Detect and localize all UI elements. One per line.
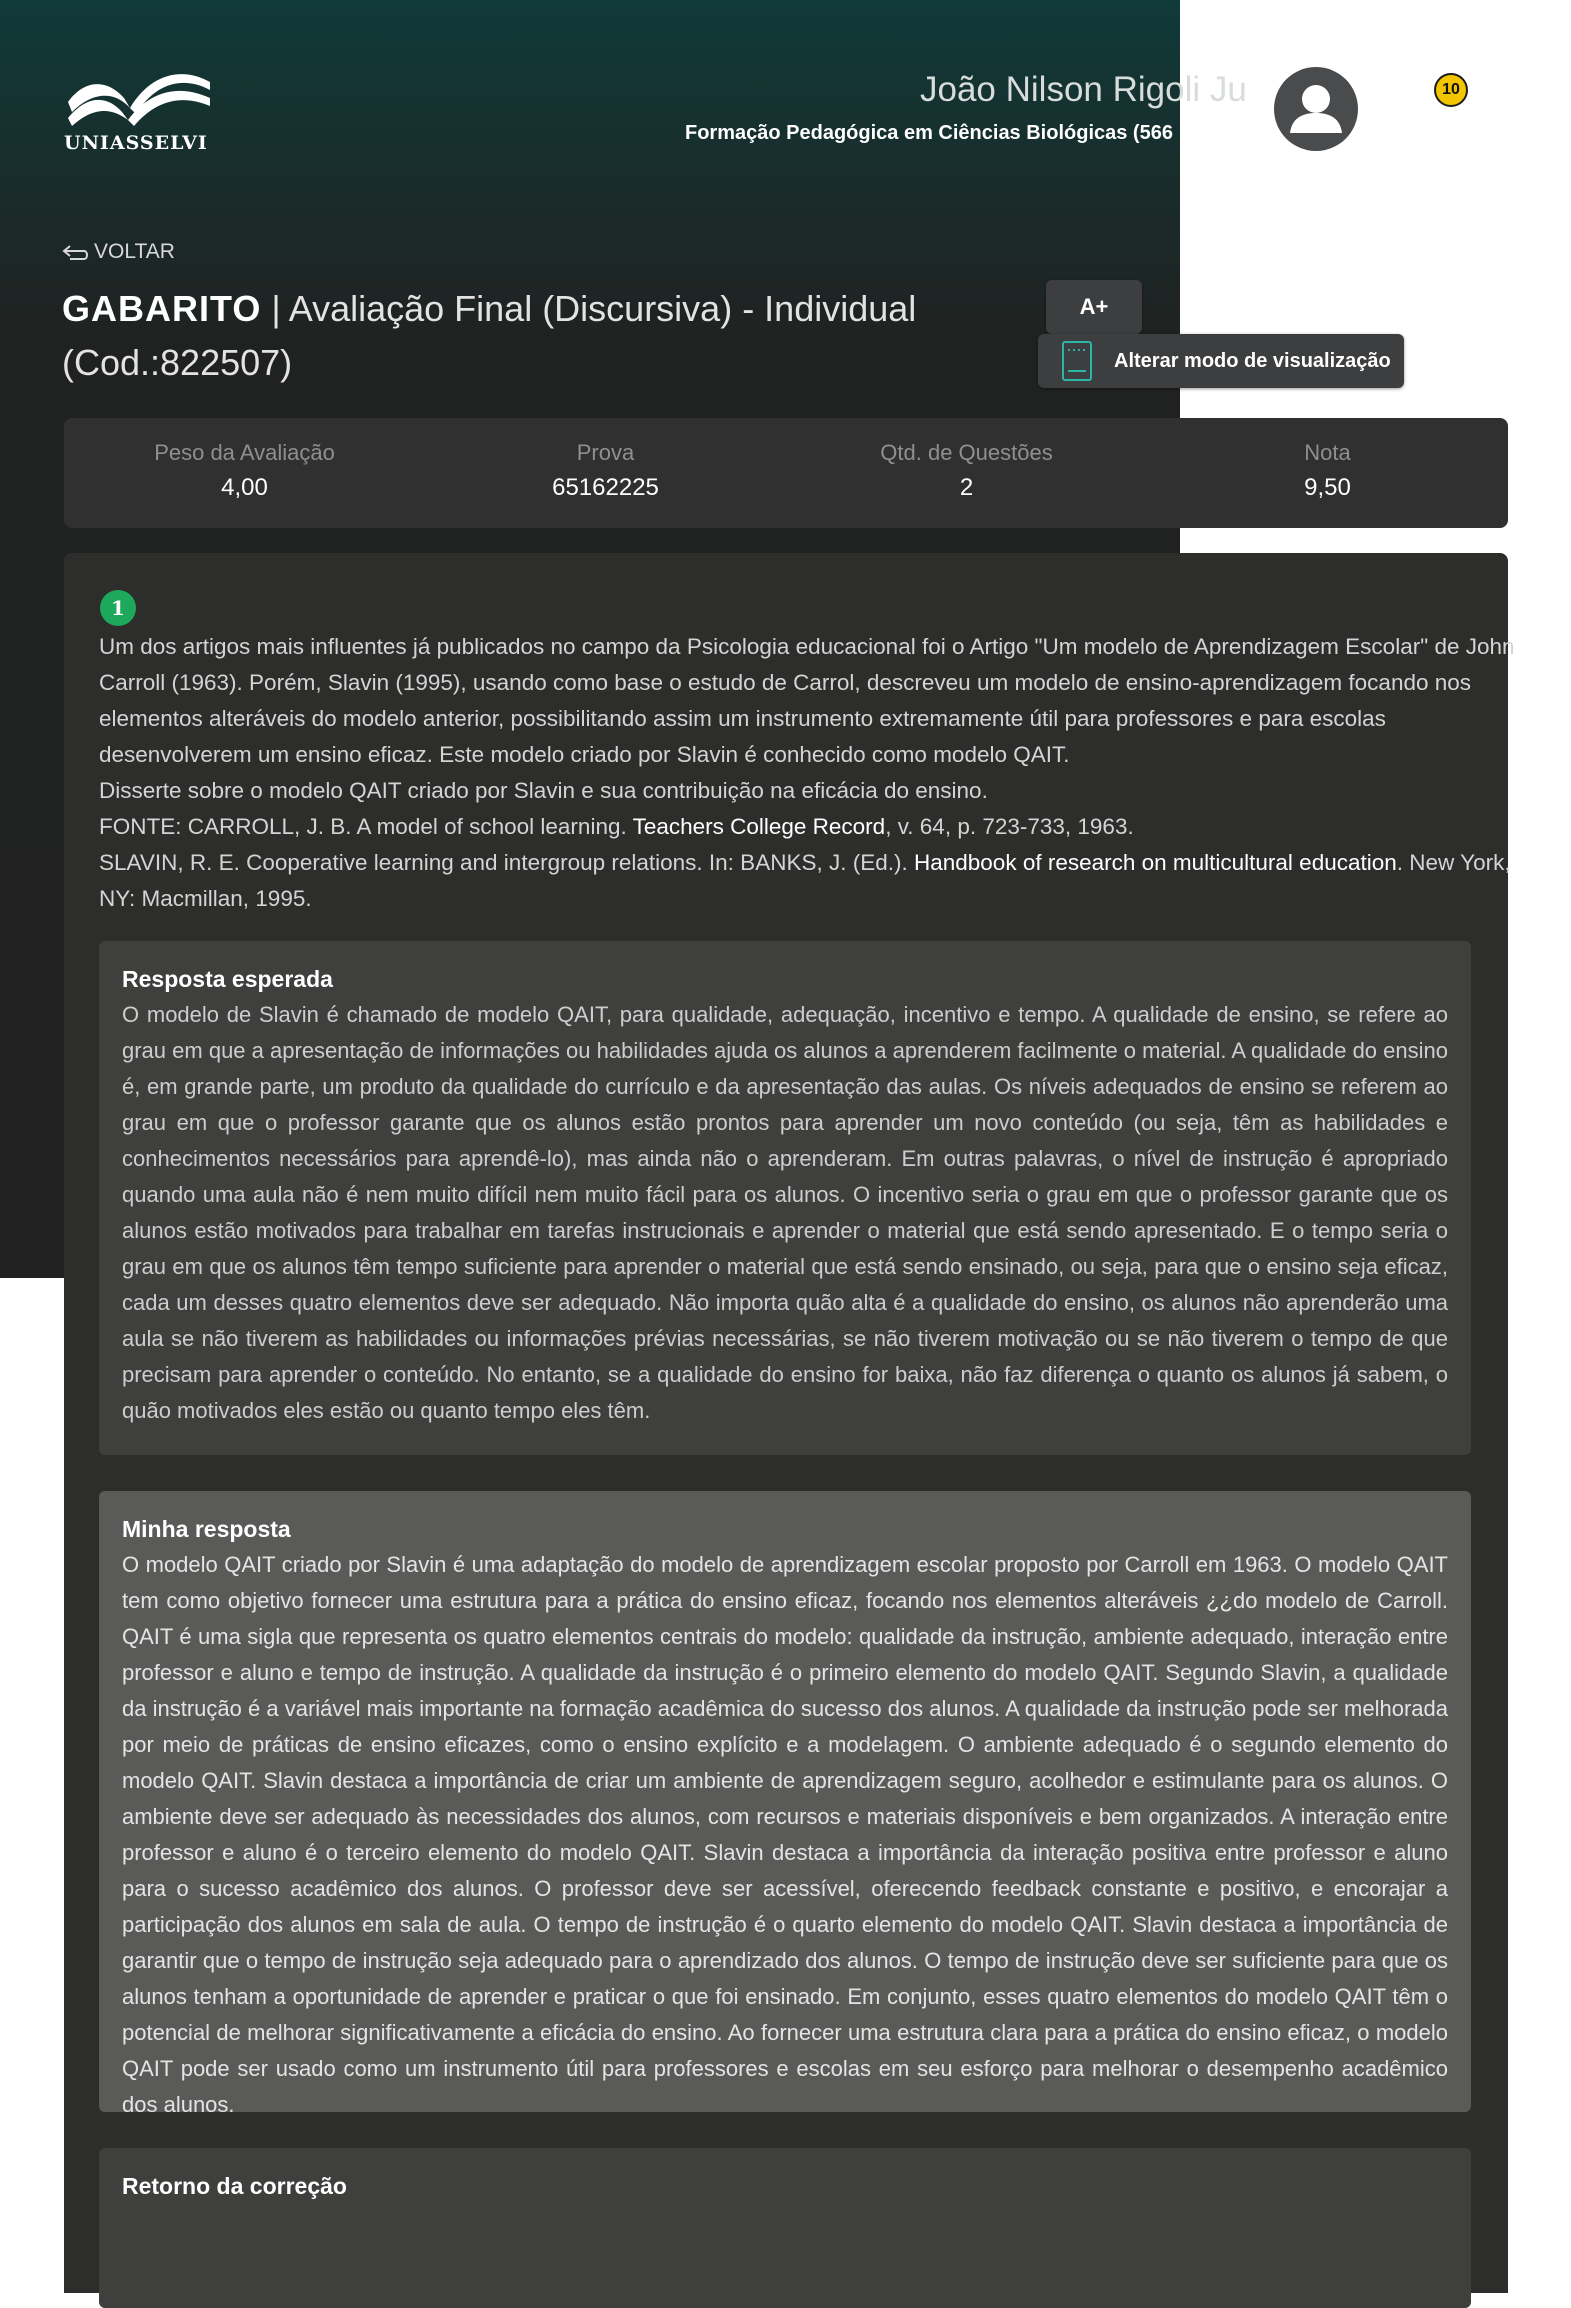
user-name: João Nilson Rigoli Ju — [920, 70, 1247, 109]
question-source — [99, 809, 1527, 845]
uniasselvi-logo[interactable] — [64, 68, 214, 160]
stat-grade — [1147, 418, 1508, 528]
question-prompt: Disserte sobre o modelo QAIT criado por Slavin e sua contribuição na eficácia do ensino. — [99, 778, 988, 803]
my-answer-text: O modelo QAIT criado por Slavin é uma adaptação do modelo de aprendizagem escolar proposto por Carroll em 1963. O modelo QAIT tem como objetivo fornecer uma estrutura para a prática do ensino eficaz, focando nos elementos alteráveis ¿¿do modelo de Carroll. QAIT é uma sigla que representa os quatro elementos centrais do modelo: qualidade da instrução, ambiente adequado, interação entre professor e aluno e tempo de instrução. A qualidade da instrução é o primeiro elemento do modelo QAIT. Segundo Slavin, a qualidade da instrução é a variável mais importante na formação acadêmica do sucesso dos alunos. A qualidade da instrução pode ser melhorada por meio de práticas de ensino eficazes, como o ensino explícito e a modelagem. O ambiente adequado é o segundo elemento do modelo QAIT. Slavin destaca a importância de criar um ambiente de aprendizagem seguro, acolhedor e estimulante para os alunos. O ambiente deve ser adequado às necessidades dos alunos, com recursos e materiais disponíveis e bem organizados. A interação entre professor e aluno é o terceiro elemento do modelo QAIT. Slavin destaca a importância da interação positiva entre professor e aluno para o sucesso acadêmico dos alunos. O professor deve ser acessível, oferecendo feedback constante e positivo, e encorajar a participação dos alunos em sala de aula. O tempo de instrução é o quarto elemento do modelo QAIT. Slavin destaca a importância de garantir que o tempo de instrução seja adequado para o aprendizado dos alunos. O tempo de instrução deve ser suficiente para que os alunos tenham a oportunidade de aprender e praticar o que foi ensinado. Em conjunto, esses quatro elementos do modelo QAIT têm o potencial de melhorar significativamente a eficácia do ensino. Ao fornecer uma estrutura clara para a prática do ensino eficaz, o modelo QAIT pode ser usado como um instrumento útil para professores e escolas em seu esforço para melhorar o desempenho acadêmico dos alunos. — [122, 1552, 1448, 2117]
source-prefix: FONTE: CARROLL, J. B. A model of school learning. — [99, 814, 633, 839]
logo-mark-icon — [64, 68, 214, 130]
feedback-title: Retorno da correção — [122, 2173, 347, 2199]
expected-answer-title: Resposta esperada — [122, 966, 333, 992]
stat-question-count — [786, 418, 1147, 528]
stat-label: Peso da Avaliação — [154, 440, 335, 465]
feedback-box — [99, 2148, 1471, 2308]
page-title-rest: | Avaliação Final (Discursiva) - Individual (Cod.:822507) — [62, 288, 917, 383]
my-answer-title: Minha resposta — [122, 1516, 291, 1542]
expected-answer-box — [99, 941, 1471, 1455]
question-card — [64, 553, 1515, 2293]
question-statement — [99, 629, 1527, 917]
back-label: VOLTAR — [94, 240, 175, 263]
notification-badge[interactable]: 10 — [1434, 73, 1468, 107]
page-title — [62, 282, 942, 390]
assessment-stats — [64, 418, 1508, 528]
stat-label: Prova — [576, 440, 635, 465]
question-paragraph: Um dos artigos mais influentes já publicados no campo da Psicologia educacional foi o Artigo "Um modelo de Aprendizagem Escolar" de John Carroll (1963). Porém, Slavin (1995), usando como base o estudo de Carrol, descreveu um modelo de ensino-aprendizagem focando nos elementos alteráveis do modelo anterior, possibilitando assim um instrumento extremamente útil para professores e para escolas desenvolverem um ensino eficaz. Este modelo criado por Slavin é conhecido como modelo QAIT. — [99, 634, 1515, 767]
user-course: Formação Pedagógica em Ciências Biológicas (566 — [685, 122, 1173, 144]
brand-name: UNIASSELVI — [64, 132, 208, 154]
stat-exam — [425, 418, 786, 528]
source-title: Handbook of research on multicultural education — [913, 850, 1397, 875]
stat-value: 9,50 — [1304, 474, 1351, 501]
source-suffix: . New York, NY: Macmillan, 1995. — [99, 850, 1511, 911]
back-arrow-icon — [62, 242, 90, 262]
source-suffix: , v. 64, p. 723-733, 1963. — [885, 814, 1134, 839]
page-title-strong: GABARITO — [62, 288, 262, 329]
stat-value: 2 — [959, 474, 974, 501]
stat-value: 4,00 — [221, 474, 268, 501]
user-avatar-icon[interactable] — [1274, 67, 1358, 151]
question-source — [99, 845, 1527, 917]
source-prefix: SLAVIN, R. E. Cooperative learning and intergroup relations. In: BANKS, J. (Ed.). — [99, 850, 914, 875]
stat-value: 65162225 — [552, 474, 659, 501]
expected-answer-text: O modelo de Slavin é chamado de modelo QAIT, para qualidade, adequação, incentivo e tempo. A qualidade de ensino, se refere ao grau em que a apresentação de informações ou habilidades ajuda os alunos a aprenderem facilmente o material. A qualidade do ensino é, em grande parte, um produto da qualidade do currículo e da apresentação das aulas. Os níveis adequados de ensino se referem ao grau em que o professor garante que os alunos estão prontos para aprender um novo conteúdo (ou seja, têm as habilidades e conhecimentos necessários para aprendê-lo), mas ainda não o aprenderam. Em outras palavras, o nível de instrução é apropriado quando uma aula não é nem muito difícil nem muito fácil para os alunos. O incentivo seria o grau em que o professor garante que os alunos estão motivados para trabalhar em tarefas instrucionais e aprender o material que está sendo apresentado. E o tempo seria o grau em que os alunos têm tempo suficiente para aprender o material que está sendo ensinado, ou seja, para que o ensino seja eficaz, cada um desses quatro elementos deve ser adequado. Não importa quão alta é a qualidade do ensino, os alunos não aprenderão uma aula se não tiverem as habilidades ou informações prévias necessárias, se não tiverem motivação ou se não tiverem o tempo de que precisam para aprender o conteúdo. No entanto, se a qualidade do ensino for baixa, não faz diferença o quanto os alunos já sabem, o quão motivados eles estão ou quanto tempo eles têm. — [122, 1002, 1448, 1423]
view-mode-label: Alterar modo de visualização — [1114, 349, 1391, 372]
view-mode-icon — [1062, 341, 1092, 381]
stat-label: Nota — [1304, 440, 1351, 465]
my-answer-box — [99, 1491, 1471, 2117]
view-mode-button[interactable] — [1038, 334, 1404, 388]
stat-label: Qtd. de Questões — [880, 440, 1053, 465]
question-number: 1 — [100, 590, 136, 626]
font-size-button[interactable]: A+ — [1046, 280, 1142, 334]
back-link[interactable] — [62, 240, 175, 264]
source-title: Teachers College Record — [632, 814, 886, 839]
stat-weight — [64, 418, 425, 528]
